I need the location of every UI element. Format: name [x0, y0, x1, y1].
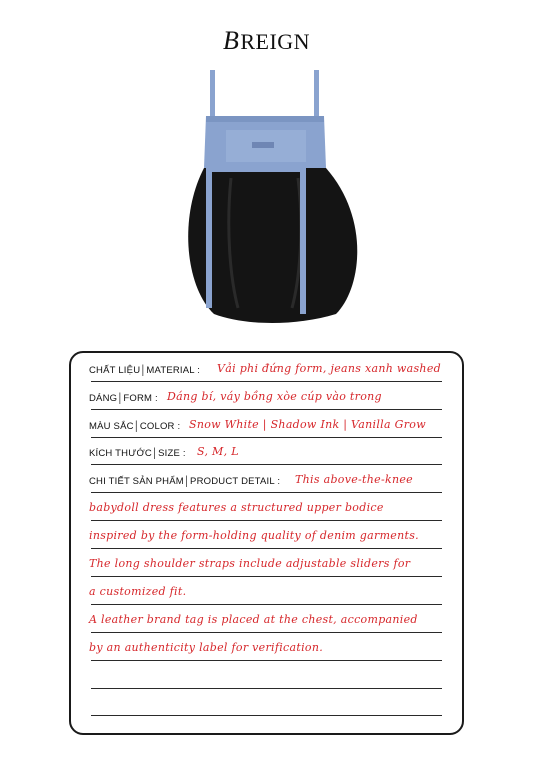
rule-line — [91, 464, 442, 465]
rule-line — [91, 381, 442, 382]
rule-line — [91, 437, 442, 438]
detail-line: babydoll dress features a structured upper bodice — [89, 501, 384, 514]
detail-label: CHI TIẾT SẢN PHẨM│PRODUCT DETAIL : — [89, 476, 281, 487]
brand-mark: B — [222, 26, 240, 55]
brand-name: REIGN — [240, 29, 311, 54]
rule-line — [91, 520, 442, 521]
rule-line — [91, 715, 442, 716]
detail-line: inspired by the form-holding quality of denim garments. — [89, 529, 419, 542]
material-value: Vải phi đứng form, jeans xanh washed — [217, 362, 441, 375]
form-value: Dáng bí, váy bồng xòe cúp vào trong — [167, 390, 382, 403]
material-label: CHẤT LIỆU│MATERIAL : — [89, 365, 201, 376]
rule-line — [91, 632, 442, 633]
detail-value: This above-the-knee — [295, 473, 413, 486]
detail-line: The long shoulder straps include adjustable sliders for — [89, 557, 411, 570]
color-label: MÀU SẮC│COLOR : — [89, 421, 181, 432]
rule-line — [91, 576, 442, 577]
size-label: KÍCH THƯỚC│SIZE : — [89, 448, 186, 459]
detail-line: by an authenticity label for verification. — [89, 641, 324, 654]
rule-line — [91, 604, 442, 605]
rule-line — [91, 688, 442, 689]
rule-line — [91, 492, 442, 493]
dress-photo — [186, 68, 366, 328]
size-value: S, M, L — [197, 445, 239, 458]
spec-card — [69, 351, 464, 735]
form-label: DÁNG│FORM : — [89, 393, 158, 404]
color-value: Snow White | Shadow Ink | Vanilla Grow — [189, 418, 426, 431]
brand-logo — [0, 26, 533, 56]
detail-line: a customized fit. — [89, 585, 187, 598]
rule-line — [91, 660, 442, 661]
rule-line — [91, 409, 442, 410]
rule-line — [91, 548, 442, 549]
detail-line: A leather brand tag is placed at the chest, accompanied — [89, 613, 418, 626]
